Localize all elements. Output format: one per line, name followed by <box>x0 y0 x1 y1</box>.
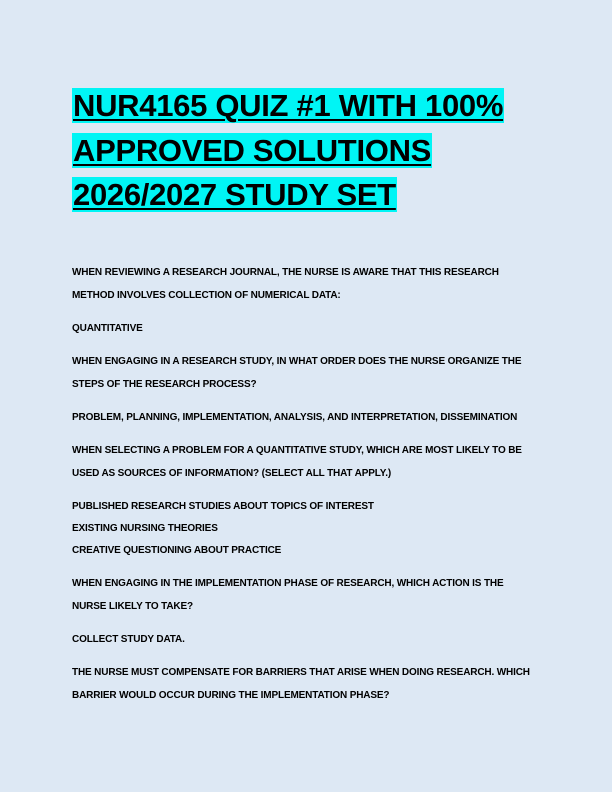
question-text: WHEN SELECTING A PROBLEM FOR A QUANTITATIVE STUDY, WHICH ARE MOST LIKELY TO BE <box>72 445 522 456</box>
question-text: NURSE LIKELY TO TAKE? <box>72 600 193 612</box>
question-text: USED AS SOURCES OF INFORMATION? (SELECT ALL THAT APPLY.) <box>72 467 392 479</box>
answer-text: PROBLEM, PLANNING, IMPLEMENTATION, ANALYSIS, AND INTERPRETATION, DISSEMINATION <box>72 412 518 423</box>
question-text: BARRIER WOULD OCCUR DURING THE IMPLEMENTATION PHASE? <box>72 689 390 701</box>
title-line: NUR4165 QUIZ #1 WITH 100% <box>73 88 504 123</box>
document-title <box>72 84 542 218</box>
question-block <box>72 440 542 485</box>
answer-text: COLLECT STUDY DATA. <box>72 634 185 645</box>
answer-text: PUBLISHED RESEARCH STUDIES ABOUT TOPICS OF INTEREST <box>72 501 374 512</box>
question-text: WHEN ENGAGING IN A RESEARCH STUDY, IN WHAT ORDER DOES THE NURSE ORGANIZE THE <box>72 356 522 367</box>
title-line: 2026/2027 STUDY SET <box>73 177 396 212</box>
question-block <box>72 262 542 307</box>
question-block <box>72 573 542 618</box>
question-block <box>72 662 542 707</box>
answer-block <box>72 407 542 429</box>
question-text: WHEN ENGAGING IN THE IMPLEMENTATION PHASE OF RESEARCH, WHICH ACTION IS THE <box>72 578 504 589</box>
title-line: APPROVED SOLUTIONS <box>73 132 432 168</box>
answer-block <box>72 318 542 340</box>
question-text: THE NURSE MUST COMPENSATE FOR BARRIERS THAT ARISE WHEN DOING RESEARCH. WHICH <box>72 667 530 678</box>
answer-text: QUANTITATIVE <box>72 323 143 334</box>
quiz-content <box>72 262 542 718</box>
question-text: WHEN REVIEWING A RESEARCH JOURNAL, THE NURSE IS AWARE THAT THIS RESEARCH <box>72 267 499 278</box>
question-block <box>72 351 542 396</box>
answer-block <box>72 629 542 651</box>
question-text: METHOD INVOLVES COLLECTION OF NUMERICAL DATA: <box>72 289 341 301</box>
answer-text: EXISTING NURSING THEORIES <box>72 523 218 534</box>
answer-text: CREATIVE QUESTIONING ABOUT PRACTICE <box>72 545 282 556</box>
answer-block <box>72 496 542 562</box>
question-text: STEPS OF THE RESEARCH PROCESS? <box>72 378 257 390</box>
